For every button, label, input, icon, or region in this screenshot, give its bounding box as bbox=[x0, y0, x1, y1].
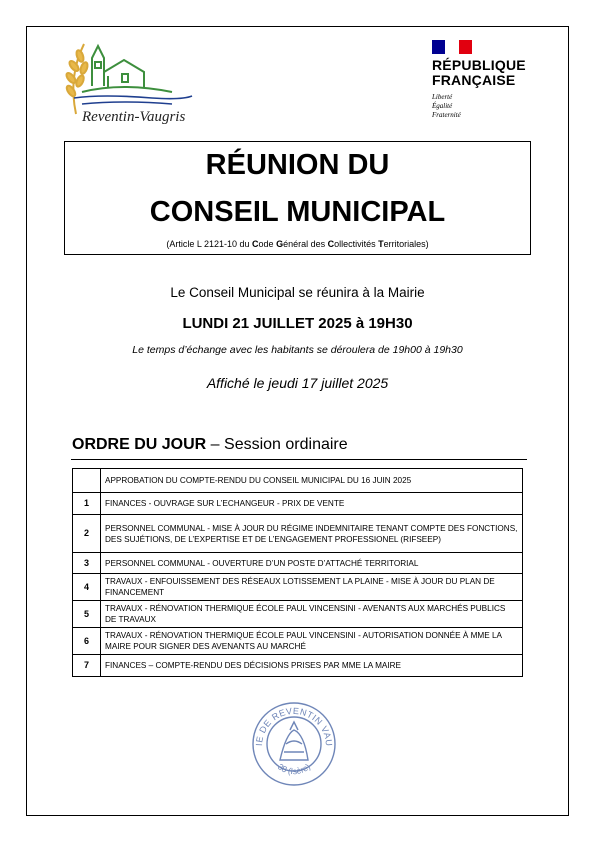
table-row bbox=[73, 628, 523, 655]
flag-blue bbox=[432, 40, 445, 54]
item-number: 3 bbox=[73, 553, 101, 574]
item-number: 2 bbox=[73, 515, 101, 553]
article-prefix: (Article L 2121-10 du bbox=[166, 239, 253, 249]
republique-line2: FRANÇAISE bbox=[432, 72, 516, 88]
item-text: FINANCES - OUVRAGE SUR L’ECHANGEUR - PRIX DE VENTE bbox=[101, 493, 523, 515]
agenda-table bbox=[72, 468, 523, 677]
exchange-time: Le temps d’échange avec les habitants se déroulera de 19h00 à 19h30 bbox=[132, 344, 463, 356]
town-church-wheat-logo-icon bbox=[62, 36, 212, 128]
article-reference bbox=[65, 239, 530, 249]
table-row bbox=[73, 469, 523, 493]
republique-line1: RÉPUBLIQUE bbox=[432, 57, 526, 73]
flag-white bbox=[445, 40, 458, 54]
table-row bbox=[73, 493, 523, 515]
table-row bbox=[73, 553, 523, 574]
meeting-intro: Le Conseil Municipal se réunira à la Mairie bbox=[170, 285, 425, 300]
item-text: FINANCES – COMPTE-RENDU DES DÉCISIONS PRISES PAR MME LA MAIRE bbox=[101, 655, 523, 677]
agenda-heading bbox=[72, 436, 348, 454]
flag-red bbox=[459, 40, 472, 54]
item-text: TRAVAUX - ENFOUISSEMENT DES RÉSEAUX LOTISSEMENT LA PLAINE - MISE À JOUR DU PLAN DE FINANCEMENT bbox=[101, 574, 523, 601]
svg-text:38 (Isère): 38 (Isère) bbox=[275, 761, 313, 777]
table-row bbox=[73, 574, 523, 601]
article-word: ode bbox=[258, 239, 277, 249]
item-number: 4 bbox=[73, 574, 101, 601]
motto-liberte: Liberté bbox=[432, 93, 453, 101]
item-text: TRAVAUX - RÉNOVATION THERMIQUE ÉCOLE PAUL VINCENSINI - AVENANTS AUX MARCHÉS PUBLICS DE TRAVAUX bbox=[101, 601, 523, 628]
title-line2: CONSEIL MUNICIPAL bbox=[149, 196, 446, 228]
agenda-title: ORDRE DU JOUR bbox=[72, 436, 207, 453]
svg-text:MAIRIE DE REVENTIN VAUGRIS: IE DE REVENTIN VAU bbox=[253, 705, 335, 747]
title-line1: RÉUNION DU bbox=[205, 149, 390, 181]
article-word: erritoriales) bbox=[383, 239, 429, 249]
article-letter: G bbox=[276, 239, 284, 249]
item-number bbox=[73, 469, 101, 493]
posted-date: Affiché le jeudi 17 juillet 2025 bbox=[206, 375, 389, 391]
republique-motto bbox=[432, 93, 542, 120]
town-logo bbox=[62, 36, 212, 128]
item-text: PERSONNEL COMMUNAL - MISE À JOUR DU RÉGIME INDEMNITAIRE TENANT COMPTE DES FONCTIONS, DES SUJÉTIONS, DE L’EXPERTISE ET DE L’ENGAGEMENT PROFESSIONEL (RIFSEEP) bbox=[101, 515, 523, 553]
svg-text:Reventin-Vaugris: Reventin-Vaugris bbox=[82, 109, 186, 125]
meeting-date: LUNDI 21 JUILLET 2025 à 19H30 bbox=[182, 315, 413, 332]
article-word: énéral des bbox=[283, 239, 328, 249]
item-text: PERSONNEL COMMUNAL - OUVERTURE D’UN POSTE D’ATTACHÉ TERRITORIAL bbox=[101, 553, 523, 574]
agenda-divider bbox=[71, 459, 527, 460]
table-row bbox=[73, 601, 523, 628]
agenda-session: – Session ordinaire bbox=[206, 436, 348, 453]
motto-fraternite: Fraternité bbox=[432, 111, 461, 119]
french-flag-icon bbox=[432, 40, 472, 54]
item-text: TRAVAUX - RÉNOVATION THERMIQUE ÉCOLE PAUL VINCENSINI - AUTORISATION DONNÉE À MME LA MAIRE POUR SIGNER DES AVENANTS AU MARCHÉ bbox=[101, 628, 523, 655]
republique-francaise-block bbox=[432, 40, 542, 130]
town-seal-stamp bbox=[250, 700, 338, 788]
article-letter: C bbox=[327, 239, 335, 249]
town-seal-stamp-icon bbox=[250, 700, 338, 788]
item-text: APPROBATION DU COMPTE-RENDU DU CONSEIL MUNICIPAL DU 16 JUIN 2025 bbox=[101, 469, 523, 493]
republique-name bbox=[432, 58, 542, 88]
item-number: 1 bbox=[73, 493, 101, 515]
item-number: 7 bbox=[73, 655, 101, 677]
table-row bbox=[73, 515, 523, 553]
item-number: 6 bbox=[73, 628, 101, 655]
title-box bbox=[64, 141, 531, 255]
article-letter: C bbox=[252, 239, 259, 249]
item-number: 5 bbox=[73, 601, 101, 628]
article-letter: T bbox=[378, 239, 384, 249]
article-word: ollectivités bbox=[334, 239, 379, 249]
table-row bbox=[73, 655, 523, 677]
motto-egalite: Égalité bbox=[432, 102, 453, 110]
